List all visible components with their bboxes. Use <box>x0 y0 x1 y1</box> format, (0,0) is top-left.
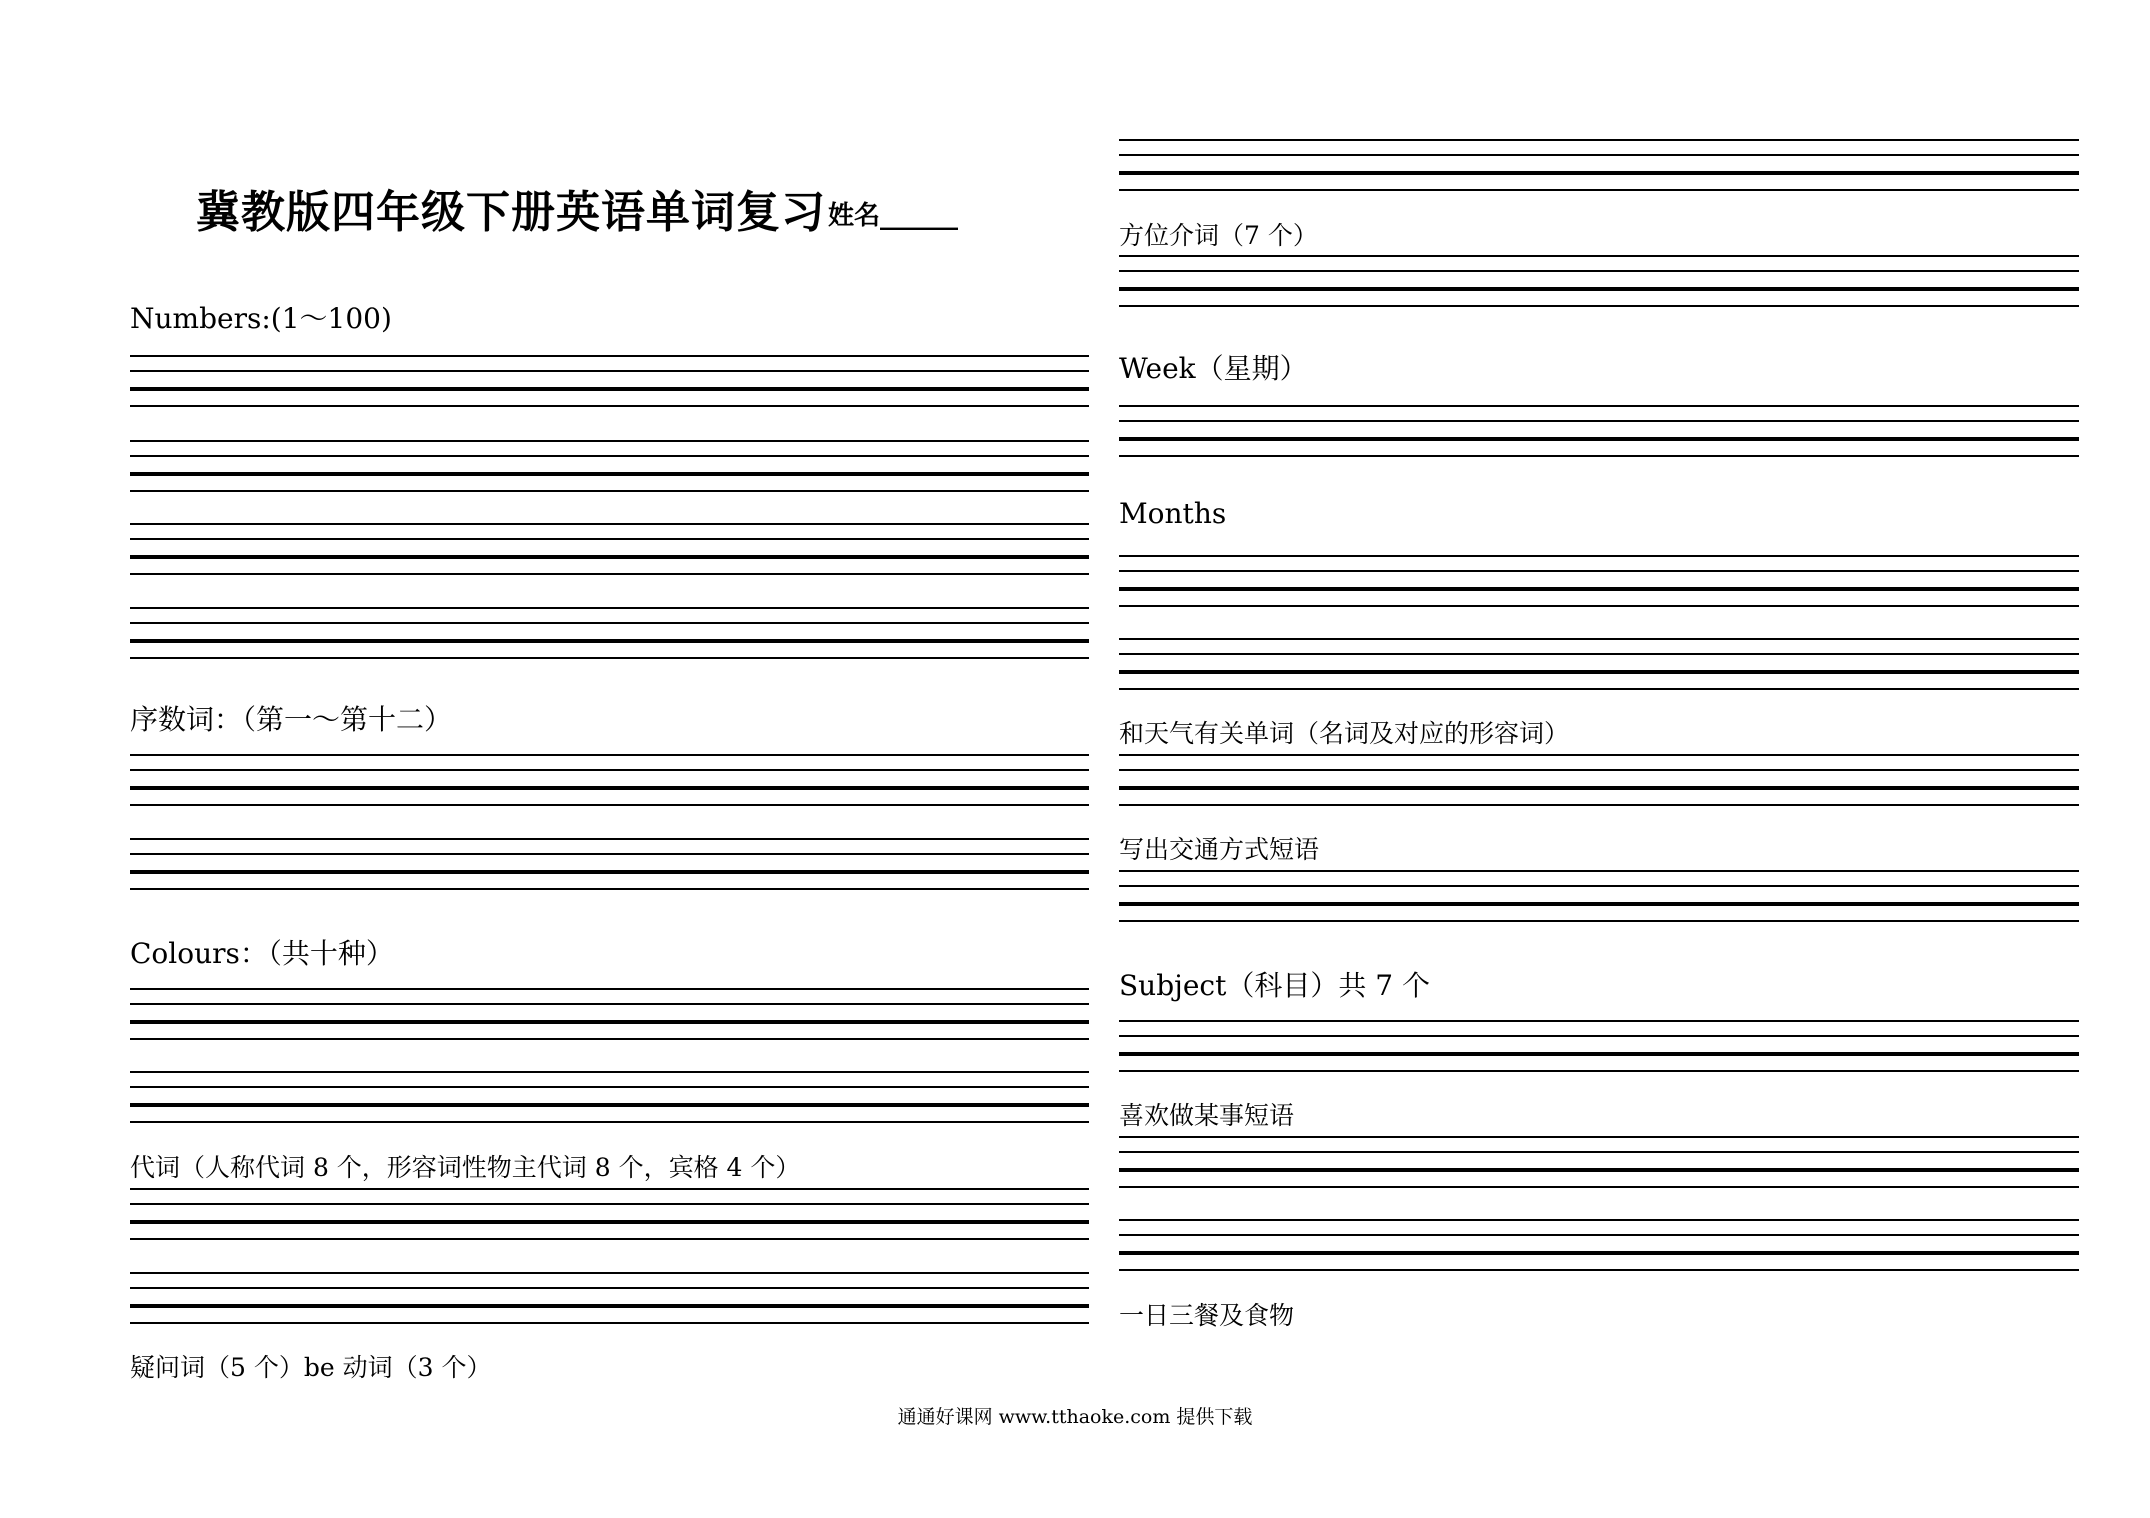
writing-staff[interactable] <box>130 440 1089 492</box>
name-field-label: 姓名______ <box>828 201 959 231</box>
section-heading-meals: 一日三餐及食物 <box>1119 1301 1295 1330</box>
writing-staff[interactable] <box>1119 1020 2079 1072</box>
writing-staff[interactable] <box>130 754 1089 806</box>
writing-staff[interactable] <box>130 1071 1089 1123</box>
writing-staff[interactable] <box>1119 1136 2079 1188</box>
writing-staff[interactable] <box>1119 870 2079 922</box>
writing-staff[interactable] <box>1119 405 2079 457</box>
writing-staff[interactable] <box>1119 555 2079 607</box>
section-heading-pronouns: 代词（人称代词 8 个，形容词性物主代词 8 个，宾格 4 个） <box>130 1153 801 1182</box>
section-heading-transport: 写出交通方式短语 <box>1119 835 1320 864</box>
writing-staff[interactable] <box>130 988 1089 1040</box>
writing-staff[interactable] <box>130 607 1089 659</box>
section-heading-prepositions: 方位介词（7 个） <box>1119 221 1318 250</box>
writing-staff[interactable] <box>130 1272 1089 1324</box>
page-footer: 通通好课网 www.tthaoke.com 提供下载 <box>897 1406 1253 1428</box>
section-heading-ordinals: 序数词：（第一～第十二） <box>130 703 453 736</box>
section-heading-question-words: 疑问词（5 个）be 动词（3 个） <box>130 1353 492 1382</box>
section-heading-months: Months <box>1119 497 1227 530</box>
writing-staff[interactable] <box>1119 754 2079 806</box>
section-heading-colours: Colours：（共十种） <box>130 937 394 970</box>
writing-staff[interactable] <box>1119 255 2079 307</box>
writing-staff[interactable] <box>130 1188 1089 1240</box>
writing-staff[interactable] <box>1119 139 2079 191</box>
section-heading-subjects: Subject（科目）共 7 个 <box>1119 969 1430 1002</box>
writing-staff[interactable] <box>130 523 1089 575</box>
page-title: 冀教版四年级下册英语单词复习 <box>196 187 826 238</box>
section-heading-weather: 和天气有关单词（名词及对应的形容词） <box>1119 719 1570 748</box>
writing-staff[interactable] <box>1119 1219 2079 1271</box>
writing-staff[interactable] <box>130 838 1089 890</box>
section-heading-numbers: Numbers:(1～100) <box>130 302 392 335</box>
writing-staff[interactable] <box>130 355 1089 407</box>
section-heading-hobbies: 喜欢做某事短语 <box>1119 1101 1295 1130</box>
section-heading-week: Week（星期） <box>1119 352 1308 385</box>
writing-staff[interactable] <box>1119 638 2079 690</box>
